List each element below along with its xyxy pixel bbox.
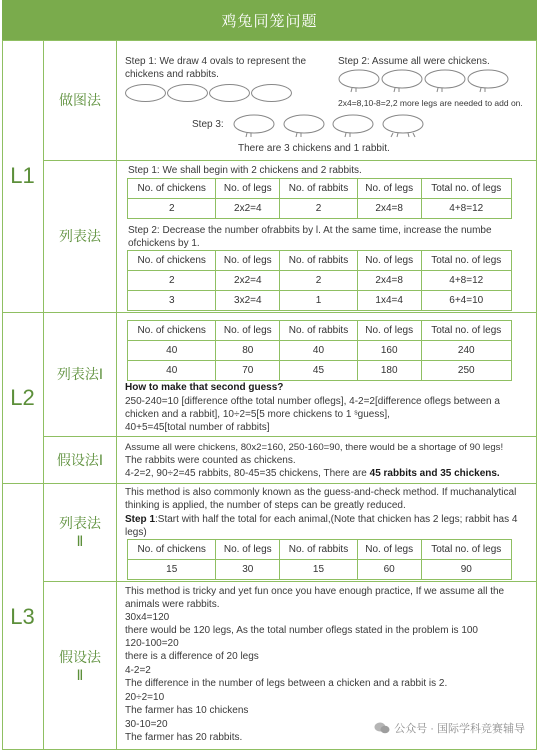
header-cell: No. of rabbits — [280, 179, 358, 199]
header-cell: No. of chickens — [128, 251, 216, 271]
oval — [125, 84, 166, 102]
table-cell: 3 — [128, 291, 216, 311]
method-assume-2 — [44, 581, 116, 750]
l3-assume-line-11: 30-10=20 — [125, 719, 168, 730]
level-l3: L3 — [10, 603, 35, 629]
level-l2: L2 — [10, 384, 35, 410]
draw-step3: Step 3: — [192, 119, 224, 130]
table-cell: 2x2=4 — [216, 199, 280, 219]
method-assume-2-line1: 假设法 — [59, 648, 101, 665]
table-header-row — [128, 540, 512, 560]
table-row — [128, 271, 512, 291]
draw-result: There are 3 chickens and 1 rabbit. — [238, 143, 390, 154]
table-header-row — [128, 321, 512, 341]
table-header-row — [128, 251, 512, 271]
header-cell: No. of legs — [357, 251, 421, 271]
draw-step2: Step 2: Assume all were chickens. — [338, 56, 490, 67]
l2-line-2: chicken and a rabbit], 10÷2=5[5 more chickens to 1 ˢguess], — [125, 409, 390, 420]
l3-intro-line-2: thinking is applied, the number of steps can be greatly reduced. — [125, 500, 406, 511]
table-cell: 30 — [216, 560, 280, 580]
header-cell: No. of legs — [357, 540, 421, 560]
l3-assume-line-12: The farmer has 20 rabbits. — [125, 732, 243, 743]
header-cell: No. of legs — [216, 321, 280, 341]
header-cell: No. of legs — [357, 179, 421, 199]
draw-ovals-step3 — [233, 114, 433, 140]
table-cell: 40 — [280, 341, 358, 361]
table-cell: 2 — [280, 271, 358, 291]
l3-table — [127, 539, 512, 580]
table-row — [128, 199, 512, 219]
header-cell: No. of legs — [216, 251, 280, 271]
header-cell: No. of legs — [216, 179, 280, 199]
l3-step1-text-2: legs) — [125, 527, 147, 538]
table-cell: 40 — [128, 361, 216, 381]
watermark-text: 公众号 · 国际学科竞赛辅导 — [394, 723, 525, 735]
method-table-2-line1: 列表法 — [59, 515, 101, 531]
table-row — [128, 341, 512, 361]
wechat-icon — [374, 722, 390, 734]
table-cell: 1x4=4 — [357, 291, 421, 311]
l3-step1-label: Step 1 — [125, 514, 156, 525]
table-cell: 180 — [357, 361, 421, 381]
oval — [167, 84, 208, 102]
l3-method-divider — [43, 581, 537, 582]
table-cell: 70 — [216, 361, 280, 381]
l3-assume-line-5: 120-100=20 — [125, 638, 179, 649]
header-cell: No. of rabbits — [280, 251, 358, 271]
header-cell: No. of chickens — [128, 321, 216, 341]
header-cell: No. of legs — [357, 321, 421, 341]
header-cell: Total no. of legs — [421, 540, 512, 560]
table-cell: 3x2=4 — [216, 291, 280, 311]
table-cell: 15 — [128, 560, 216, 580]
method-assume-1: 假设法Ⅰ — [56, 451, 104, 468]
table-cell: 40 — [128, 341, 216, 361]
l3-assume-line-9: 20÷2=10 — [125, 692, 165, 703]
table-header-row — [128, 179, 512, 199]
l2-assume-line-3-prefix: 4-2=2, 90÷2=45 rabbits, 80-45=35 chickens, There are — [125, 468, 370, 479]
page-title: 鸡兔同笼问题 — [2, 0, 537, 40]
method-table: 列表法 — [59, 228, 101, 244]
l3-assume-line-3: 30x4=120 — [125, 612, 170, 623]
method-assume-2-line2: Ⅱ — [76, 666, 84, 683]
l2-assume-line-2: The rabbits were counted as chickens. — [125, 455, 296, 466]
l3-step1 — [125, 513, 535, 526]
method-column-divider — [116, 40, 117, 750]
l2-line-1: 250-240=10 [difference ofthe total number oflegs], 4-2=2[difference oflegs between a — [125, 396, 500, 407]
l3-assume-line-4: there would be 120 legs, As the total number oflegs stated in the problem is 100 — [125, 625, 478, 636]
header-cell: No. of rabbits — [280, 540, 358, 560]
method-draw: 做图法 — [59, 92, 101, 108]
table-cell: 4+8=12 — [421, 271, 512, 291]
oval — [251, 84, 292, 102]
table-cell: 240 — [421, 341, 512, 361]
draw-step2-note: 2x4=8,10-8=2,2 more legs are needed to add on. — [338, 98, 523, 108]
l1-table-2 — [127, 250, 512, 311]
l3-assume-line-8: The difference in the number of legs between a chicken and a rabbit is 2. — [125, 678, 448, 689]
l3-assume-line-2: animals were rabbits. — [125, 599, 220, 610]
oval — [209, 84, 250, 102]
watermark — [374, 720, 525, 736]
table-cell: 6+4=10 — [421, 291, 512, 311]
method-table-2 — [44, 483, 116, 581]
l3-assume-line-7: 4-2=2 — [125, 665, 151, 676]
method-table-1: 列表法Ⅰ — [56, 366, 104, 382]
l2-assume-line-1: Assume all were chickens, 80x2=160, 250-160=90, there would be a shortage of 90 legs! — [125, 442, 504, 453]
l3-assume-line-10: The farmer has 10 chickens — [125, 705, 249, 716]
table-cell: 2 — [128, 199, 216, 219]
header-cell: No. of legs — [216, 540, 280, 560]
table-cell: 4+8=12 — [421, 199, 512, 219]
table-cell: 2 — [128, 271, 216, 291]
header-cell: Total no. of legs — [421, 251, 512, 271]
method-table-2-line2: Ⅱ — [76, 533, 84, 549]
level-l1: L1 — [10, 163, 35, 188]
l2-assume-line-3 — [125, 467, 535, 480]
table-row — [128, 560, 512, 580]
l1-table-step2: Step 2: Decrease the number ofrabbits by l. At the same time, increase the numbe ofchickens by 1. — [128, 225, 492, 249]
table-cell: 90 — [421, 560, 512, 580]
l3-intro-line-1: This method is also commonly known as the guess-and-check method. If muchanalytical — [125, 487, 517, 498]
l3-assume-line-1: This method is tricky and yet fun once you have enough practice, If we assume all the — [125, 586, 505, 597]
table-cell: 250 — [421, 361, 512, 381]
l2-assume-answer: 45 rabbits and 35 chickens. — [369, 468, 500, 479]
table-cell: 80 — [216, 341, 280, 361]
l3-assume-line-6: there is a difference of 20 legs — [125, 651, 259, 662]
l2-method-divider — [43, 436, 537, 437]
table-cell: 60 — [357, 560, 421, 580]
draw-ovals-step2 — [338, 69, 518, 95]
header-cell: Total no. of legs — [421, 179, 512, 199]
table-cell: 15 — [280, 560, 358, 580]
l2-line-3: 40+5=45[total number of rabbits] — [125, 422, 270, 433]
l3-step1-text: :Start with half the total for each animal,(Note that chicken has 2 legs; rabbit has 4 — [155, 514, 518, 525]
l2-table — [127, 320, 512, 381]
table-cell: 45 — [280, 361, 358, 381]
l1-method-divider — [43, 160, 537, 161]
table-row — [128, 291, 512, 311]
draw-ovals-step1 — [125, 84, 293, 102]
table-cell: 2x4=8 — [357, 271, 421, 291]
table-cell: 2x4=8 — [357, 199, 421, 219]
header-cell: Total no. of legs — [421, 321, 512, 341]
l1-table-1 — [127, 178, 512, 219]
l1-table-step1: Step 1: We shall begin with 2 chickens and 2 rabbits. — [128, 165, 362, 176]
l2-question: How to make that second guess? — [125, 382, 284, 393]
table-cell: 1 — [280, 291, 358, 311]
table-row — [128, 361, 512, 381]
table-cell: 2x2=4 — [216, 271, 280, 291]
header-cell: No. of rabbits — [280, 321, 358, 341]
table-cell: 160 — [357, 341, 421, 361]
table-cell: 2 — [280, 199, 358, 219]
header-cell: No. of chickens — [128, 179, 216, 199]
draw-step1: Step 1: We draw 4 ovals to represent the chickens and rabbits. — [125, 56, 307, 80]
header-cell: No. of chickens — [128, 540, 216, 560]
